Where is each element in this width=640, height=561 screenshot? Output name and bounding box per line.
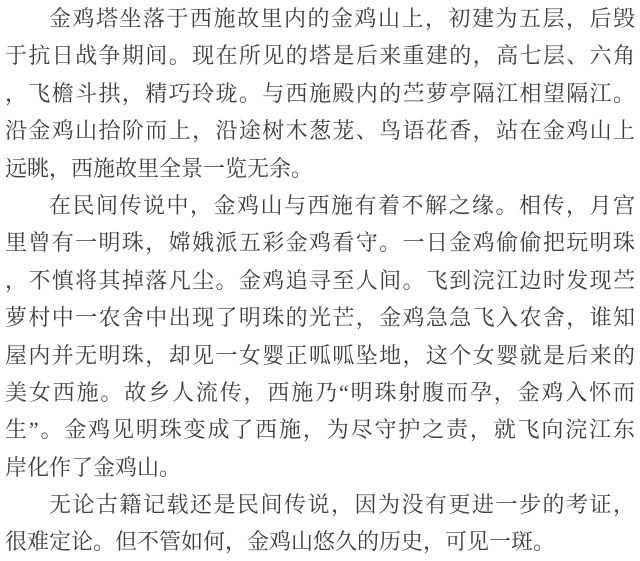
text-line: 岸化作了金鸡山。 (5, 454, 182, 480)
text-line: ，飞檐斗拱，精巧玲珑。与西施殿内的苎萝亭隔江相望隔江。 (5, 80, 635, 106)
text-line: 生”。金鸡见明珠变成了西施，为尽守护之责，就飞向浣江东 (5, 417, 635, 443)
text-line: 无论古籍记载还是民间传说，因为没有更进一步的考证， (49, 492, 635, 518)
paragraph-3 (5, 486, 635, 561)
text-line: 很难定论。但不管如何，金鸡山悠久的历史，可见一斑。 (5, 529, 556, 555)
paragraph-2 (5, 187, 635, 486)
text-line: ，不慎将其掉落凡尘。金鸡追寻至人间。飞到浣江边时发现苎 (5, 267, 635, 293)
text-line: 于抗日战争期间。现在所见的塔是后来重建的，高七层、六角 (5, 43, 635, 69)
text-line: 屋内并无明珠，却见一女婴正呱呱坠地，这个女婴就是后来的 (5, 342, 635, 368)
text-line: 沿金鸡山拾阶而上，沿途树木葱茏、鸟语花香，站在金鸡山上 (5, 118, 635, 144)
text-line: 金鸡塔坐落于西施故里内的金鸡山上，初建为五层，后毁 (49, 6, 635, 31)
text-line: 远眺，西施故里全景一览无余。 (5, 155, 314, 181)
paragraph-1 (5, 0, 635, 187)
text-line: 萝村中一农舍中出现了明珠的光芒，金鸡急急飞入农舍，谁知 (5, 305, 635, 331)
text-line: 在民间传说中，金鸡山与西施有着不解之缘。相传，月宫 (49, 192, 635, 218)
text-line: 美女西施。故乡人流传，西施乃“明珠射腹而孕，金鸡入怀而 (5, 379, 635, 405)
text-line: 里曾有一明珠，嫦娥派五彩金鸡看守。一日金鸡偷偷把玩明珠 (5, 230, 635, 256)
